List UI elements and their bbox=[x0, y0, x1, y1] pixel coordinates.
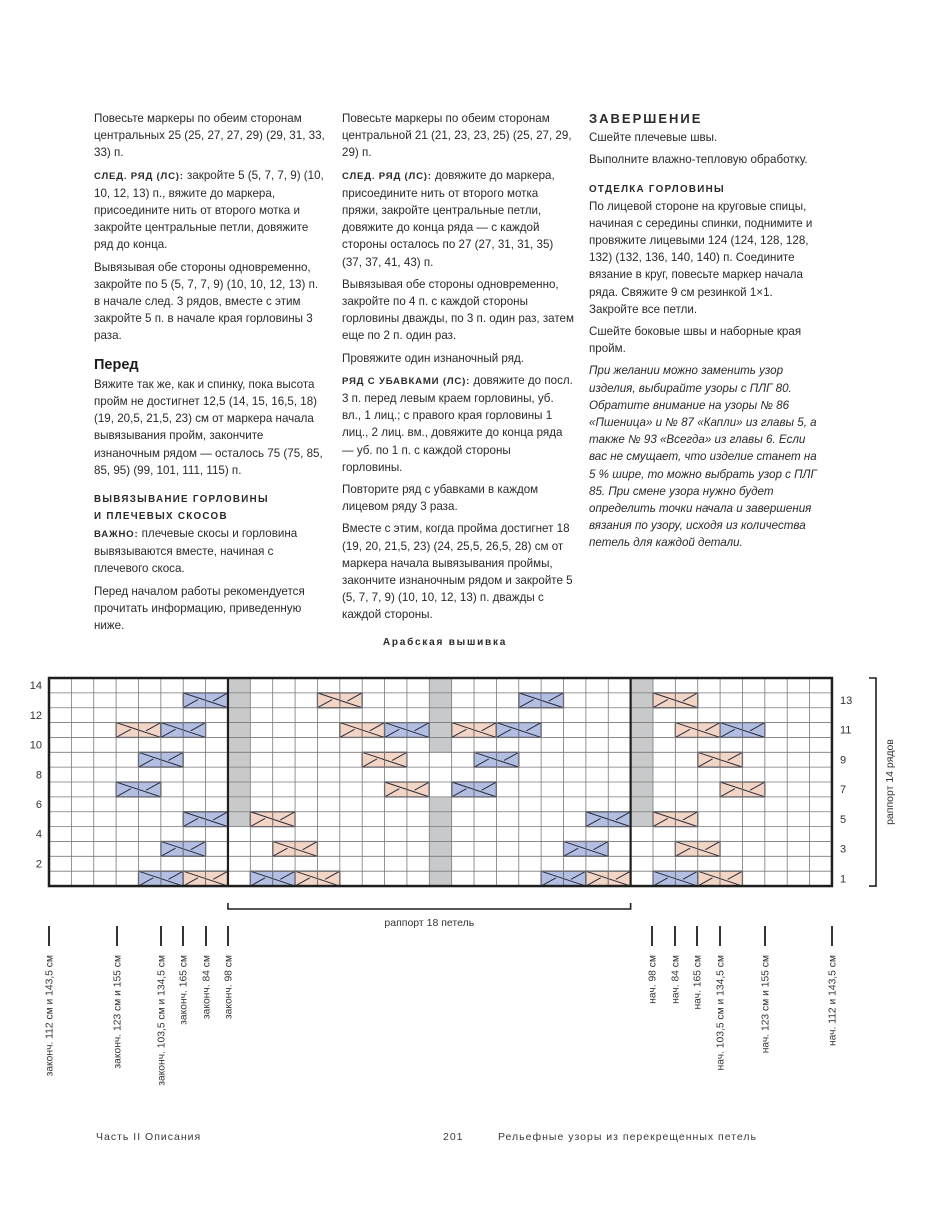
grey-cell bbox=[429, 856, 451, 871]
grey-cell bbox=[228, 708, 250, 723]
row-repeat-label: раппорт 14 рядов bbox=[884, 739, 896, 825]
row-number-left: 2 bbox=[35, 858, 42, 871]
size-marker-label: законч. 112 см и 143,5 см bbox=[44, 955, 56, 1077]
grey-cell bbox=[228, 752, 250, 767]
grey-cell bbox=[429, 841, 451, 856]
stitch-repeat-bracket bbox=[228, 903, 631, 909]
paragraph: По лицевой стороне на круговые спицы, начиная с середины спинки, поднимите и провяжите лицевыми 124 (124, 128, 128, 132) (132, 136, 140, 140) п. Соедините вязание в круг, повесьте маркер начала ряда. Свяжите 9 см резинкой 1×1. Закройте все петли. bbox=[589, 199, 813, 316]
grey-cell bbox=[228, 812, 250, 827]
row-number-right: 7 bbox=[840, 784, 847, 797]
paragraph: Перед началом работы рекомендуется прочитать информацию, приведенную ниже. bbox=[94, 584, 305, 633]
grey-cell bbox=[429, 708, 451, 723]
footer-chapter: Рельефные узоры из перекрещенных петель bbox=[498, 1131, 758, 1143]
size-marker-label: нач. 103,5 см и 134,5 см bbox=[715, 955, 727, 1071]
footer-section: Часть II Описания bbox=[96, 1131, 202, 1143]
grey-cell bbox=[429, 797, 451, 812]
paragraph: Вместе с этим, когда пройма достигнет 18 (19, 20, 21,5, 23) (24, 25,5, 26,5, 28) см от маркера начала вывязывания проймы, закончите изнаночным рядом и закройте 5 (5, 7, 7, 9) (10, 10, 12, 13) п. дважды с каждой стороны. bbox=[342, 522, 573, 622]
inline-label: РЯД С УБАВКАМИ (ЛС): bbox=[342, 375, 471, 387]
grey-cell bbox=[631, 752, 653, 767]
row-number-right: 3 bbox=[840, 843, 847, 856]
grey-cell bbox=[429, 678, 451, 693]
grey-cell bbox=[228, 767, 250, 782]
section-heading-finishing: ЗАВЕРШЕНИЕ bbox=[589, 111, 703, 126]
grey-cell bbox=[631, 797, 653, 812]
paragraph: Сшейте плечевые швы. bbox=[589, 131, 718, 145]
size-marker-label: нач. 123 см и 155 см bbox=[760, 955, 772, 1054]
row-number-left: 8 bbox=[35, 769, 42, 782]
paragraph: СЛЕД. РЯД (ЛС): довяжите до маркера, присоедините нить от второго мотка пряжи, закройте центральные петли, довяжите до конца ряда — с каждой стороны осталось по 27 (27, 31, 31, 35) (37, 37, 41, 43) п. bbox=[342, 168, 555, 269]
size-marker-label: законч. 98 см bbox=[223, 955, 235, 1020]
size-marker-label: нач. 112 и 143,5 см bbox=[827, 955, 839, 1047]
grey-cell bbox=[228, 693, 250, 708]
grey-cell bbox=[631, 737, 653, 752]
grey-cell bbox=[228, 737, 250, 752]
subheading-neck-finishing: ОТДЕЛКА ГОРЛОВИНЫ bbox=[589, 183, 725, 195]
grey-cell bbox=[429, 737, 451, 752]
size-marker-label: нач. 98 см bbox=[647, 955, 659, 1004]
row-number-left: 10 bbox=[29, 739, 42, 752]
paragraph: Сшейте боковые швы и наборные края пройм. bbox=[589, 325, 802, 356]
row-number-right: 11 bbox=[840, 724, 852, 737]
page-number: 201 bbox=[443, 1131, 464, 1143]
grey-cell bbox=[631, 723, 653, 738]
grey-cell bbox=[631, 812, 653, 827]
row-number-left: 14 bbox=[29, 680, 42, 693]
row-number-left: 6 bbox=[35, 799, 42, 812]
grey-cell bbox=[631, 782, 653, 797]
row-repeat-bracket bbox=[869, 678, 876, 886]
grey-cell bbox=[228, 782, 250, 797]
chart-grid bbox=[49, 678, 832, 886]
grey-cell bbox=[228, 797, 250, 812]
grey-cell bbox=[429, 871, 451, 886]
grey-cell bbox=[429, 812, 451, 827]
paragraph: Повесьте маркеры по обеим сторонам центральной 21 (21, 23, 23, 25) (25, 27, 29, 29) п. bbox=[342, 112, 572, 160]
size-marker-label: нач. 165 см bbox=[692, 955, 704, 1010]
inline-label: ВАЖНО: bbox=[94, 529, 139, 541]
paragraph: РЯД С УБАВКАМИ (ЛС): довяжите до посл. 3 п. перед левым краем горловины, уб. вл., 1 лиц.; с правого края горловины 1 лиц., 2 лиц. вм., довяжите до конца ряда — уб. по 1 п. с каждой стороны горловины. bbox=[342, 373, 573, 474]
grey-cell bbox=[631, 708, 653, 723]
paragraph: ВАЖНО: плечевые скосы и горловина вывязываются вместе, начиная с плечевого скоса. bbox=[94, 527, 298, 576]
italic-note: При желании можно заменить узор изделия, выбирайте узоры с ПЛГ 80. Обратите внимание на узоры № 86 «Пшеница» и № 87 «Капли» из главы 5, а также № 93 «Всегда» из главы 6. Если вас не смущает, что изделие станет на 5 % шире, то можно выбрать узор с ПЛГ 85. При смене узора нужно будет определить точки начала и завершения вязания по узору, исходя из количества петель для каждой детали. bbox=[589, 364, 817, 550]
size-marker-label: законч. 84 см bbox=[201, 955, 213, 1020]
paragraph: Выполните влажно-тепловую обработку. bbox=[589, 153, 808, 167]
size-marker-label: законч. 103,5 см и 134,5 см bbox=[156, 955, 168, 1086]
row-number-left: 12 bbox=[29, 709, 42, 722]
grey-cell bbox=[228, 678, 250, 693]
inline-label: СЛЕД. РЯД (ЛС): bbox=[342, 170, 432, 182]
size-marker-label: законч. 123 см и 155 см bbox=[112, 955, 124, 1069]
paragraph: Провяжите один изнаночный ряд. bbox=[342, 351, 524, 365]
chart-title: Арабская вышивка bbox=[382, 637, 508, 648]
grey-cell bbox=[228, 723, 250, 738]
paragraph: Повесьте маркеры по обеим сторонам центральных 25 (25, 27, 27, 29) (29, 31, 33, 33) п. bbox=[94, 112, 325, 160]
grey-cell bbox=[631, 678, 653, 693]
grey-cell bbox=[429, 723, 451, 738]
grey-cell bbox=[631, 693, 653, 708]
row-number-right: 5 bbox=[840, 813, 847, 826]
row-number-right: 9 bbox=[840, 754, 847, 767]
paragraph: Вывязывая обе стороны одновременно, закройте по 5 (5, 7, 7, 9) (10, 10, 12, 13) п. в начале след. 3 рядов, вместе с этим закройте 5 п. в начале края горловины 3 раза. bbox=[94, 260, 319, 343]
inline-label: СЛЕД. РЯД (ЛС): bbox=[94, 170, 184, 182]
stitch-repeat-label: раппорт 18 петель bbox=[384, 917, 475, 929]
size-marker-label: законч. 165 см bbox=[178, 955, 190, 1025]
grey-cell bbox=[429, 693, 451, 708]
paragraph: Вывязывая обе стороны одновременно, закройте по 4 п. с каждой стороны горловины дважды, по 3 п. один раз, затем еще по 2 п. один раз. bbox=[342, 277, 574, 343]
row-number-right: 13 bbox=[840, 695, 853, 708]
paragraph: Вяжите так же, как и спинку, пока высота пройм не достигнет 12,5 (14, 15, 16,5, 18) (19, 20,5, 21,5, 23) см от маркера начала вывязывания пройм, закончите изнаночным рядом — осталось 75 (75, 85, 85, 95) (99, 101, 111, 115) п. bbox=[94, 377, 323, 477]
row-number-left: 4 bbox=[35, 828, 42, 841]
grey-cell bbox=[631, 767, 653, 782]
section-heading-front: Перед bbox=[94, 356, 139, 373]
grey-cell bbox=[429, 827, 451, 842]
paragraph: СЛЕД. РЯД (ЛС): закройте 5 (5, 7, 7, 9) (10, 10, 12, 13) п., вяжите до маркера, присоедините нить от второго мотка и закройте центральные петли, довяжите ряд до конца. bbox=[94, 168, 324, 252]
row-number-right: 1 bbox=[840, 873, 847, 886]
paragraph: Повторите ряд с убавками в каждом лицевом ряду 3 раза. bbox=[342, 483, 539, 514]
subheading-neck-shoulders: ВЫВЯЗЫВАНИЕ ГОРЛОВИНЫ И ПЛЕЧЕВЫХ СКОСОВ bbox=[94, 494, 269, 523]
size-marker-label: нач. 84 см bbox=[670, 955, 682, 1004]
